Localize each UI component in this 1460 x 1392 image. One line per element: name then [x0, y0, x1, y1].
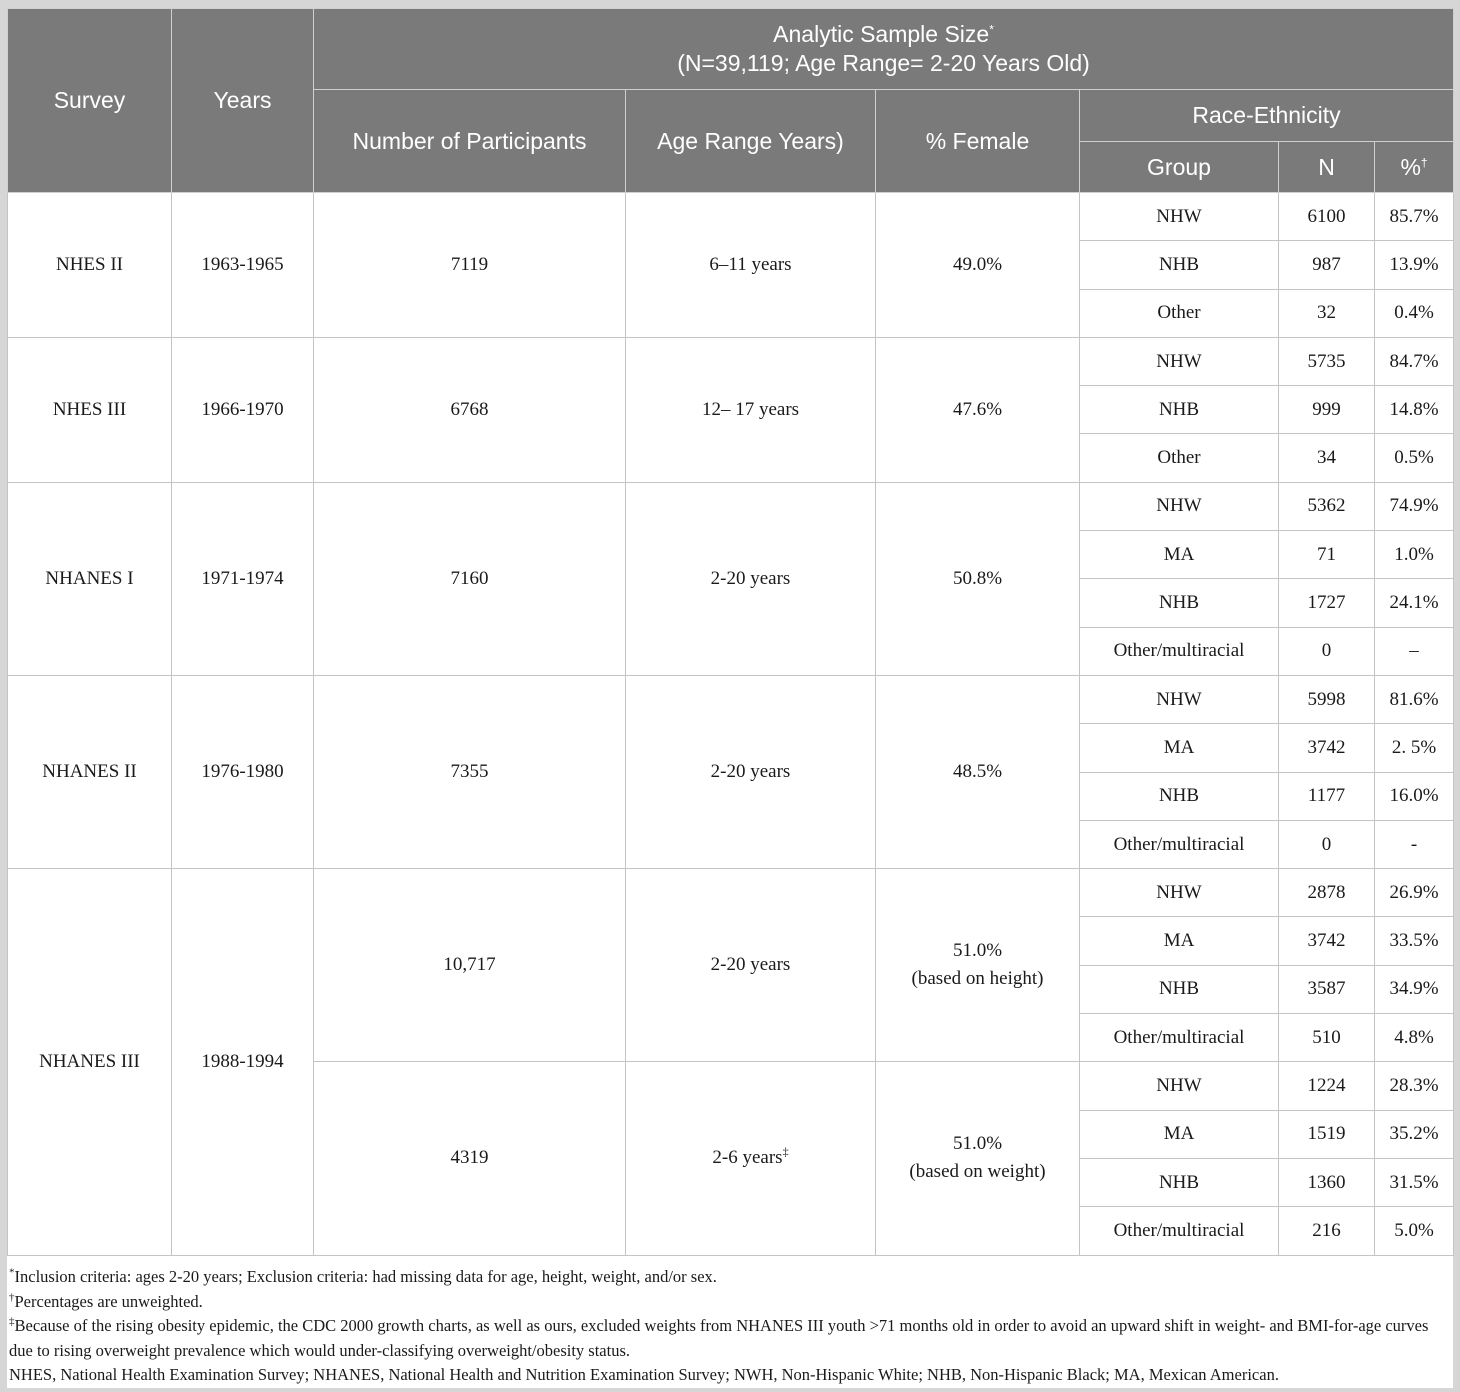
- table-row: [8, 337, 1454, 385]
- race-group: NHW: [1080, 869, 1279, 917]
- race-group: MA: [1080, 724, 1279, 772]
- race-pct: 13.9%: [1375, 241, 1454, 289]
- header-group: Group: [1080, 142, 1279, 193]
- sample-size-table: [7, 8, 1454, 1256]
- race-n: 5362: [1279, 482, 1375, 530]
- analytic-title: Analytic Sample Size: [773, 21, 990, 47]
- footnote-text: Inclusion criteria: ages 2-20 years; Exclusion criteria: had missing data for age, height, weight, and/or sex.: [14, 1267, 717, 1286]
- race-pct: 16.0%: [1375, 772, 1454, 820]
- race-group: MA: [1080, 531, 1279, 579]
- race-pct: 34.9%: [1375, 965, 1454, 1013]
- header-survey: Survey: [8, 9, 172, 193]
- race-pct: 0.4%: [1375, 289, 1454, 337]
- table-footnotes: [9, 1265, 1453, 1388]
- race-pct: 33.5%: [1375, 917, 1454, 965]
- age-range: [626, 869, 876, 1062]
- race-n: 32: [1279, 289, 1375, 337]
- footnote: [9, 1363, 1453, 1388]
- footnote-text: Percentages are unweighted.: [14, 1291, 203, 1311]
- race-n: 1360: [1279, 1158, 1375, 1206]
- race-n: 1177: [1279, 772, 1375, 820]
- race-pct: 5.0%: [1375, 1207, 1454, 1255]
- table-panel: [7, 8, 1453, 1388]
- footnote-text: NHES, National Health Examination Survey; NHANES, National Health and Nutrition Examination Survey; NWH, Non-Hispanic White; NHB, Non-Hispanic Black; MA, Mexican American.: [9, 1365, 1279, 1384]
- race-pct: 31.5%: [1375, 1158, 1454, 1206]
- survey-name: NHANES II: [8, 675, 172, 868]
- analytic-footnote-mark: *: [989, 22, 994, 37]
- race-group: NHW: [1080, 1062, 1279, 1110]
- age-range-text: 2-6 years: [712, 1147, 783, 1169]
- survey-years: 1988-1994: [172, 869, 314, 1255]
- percent-female-value: 51.0%: [952, 1133, 1003, 1155]
- race-n: 1727: [1279, 579, 1375, 627]
- race-group: NHW: [1080, 675, 1279, 723]
- race-n: 34: [1279, 434, 1375, 482]
- footnote: [9, 1265, 1453, 1290]
- header-n: N: [1279, 142, 1375, 193]
- race-n: 3742: [1279, 724, 1375, 772]
- race-group: NHB: [1080, 1158, 1279, 1206]
- survey-name: NHES II: [8, 193, 172, 338]
- footnote-mark: *: [9, 1266, 15, 1279]
- percent-female: [876, 869, 1080, 1062]
- race-pct: 74.9%: [1375, 482, 1454, 530]
- race-pct: 14.8%: [1375, 386, 1454, 434]
- percent-female: [876, 337, 1080, 482]
- race-pct: -: [1375, 820, 1454, 868]
- age-range: [626, 337, 876, 482]
- table-header: [8, 9, 1454, 193]
- participants-count: 7355: [314, 675, 626, 868]
- header-race-ethnicity: Race-Ethnicity: [1080, 90, 1454, 142]
- race-group: NHB: [1080, 386, 1279, 434]
- header-pct: [1375, 142, 1454, 193]
- analytic-subtitle: (N=39,119; Age Range= 2-20 Years Old): [677, 50, 1090, 76]
- participants-count: 7119: [314, 193, 626, 338]
- footnote: [9, 1290, 1453, 1315]
- header-analytic-sample-size: [314, 9, 1454, 90]
- race-n: 0: [1279, 627, 1375, 675]
- percent-female-note: (based on height): [911, 968, 1044, 990]
- age-range-text: 12– 17 years: [701, 398, 800, 420]
- header-age-range: Age Range Years): [626, 90, 876, 193]
- survey-name: NHANES I: [8, 482, 172, 675]
- participants-count: 10,717: [314, 869, 626, 1062]
- race-group: MA: [1080, 917, 1279, 965]
- race-pct: 2. 5%: [1375, 724, 1454, 772]
- race-group: NHW: [1080, 482, 1279, 530]
- table-row: [8, 675, 1454, 723]
- percent-female-value: 49.0%: [952, 253, 1003, 275]
- race-pct: –: [1375, 627, 1454, 675]
- race-pct: 28.3%: [1375, 1062, 1454, 1110]
- table-row: [8, 869, 1454, 917]
- race-group: NHW: [1080, 193, 1279, 241]
- race-pct: 85.7%: [1375, 193, 1454, 241]
- race-n: 6100: [1279, 193, 1375, 241]
- percent-female-note: (based on weight): [909, 1161, 1046, 1183]
- footnote-mark: ‡: [9, 1315, 15, 1328]
- percent-female: [876, 1062, 1080, 1255]
- race-pct: 1.0%: [1375, 531, 1454, 579]
- participants-count: 7160: [314, 482, 626, 675]
- age-footnote-mark: ‡: [782, 1145, 789, 1160]
- age-range: [626, 193, 876, 338]
- percent-female-value: 47.6%: [952, 398, 1003, 420]
- table-row: [8, 193, 1454, 241]
- race-n: 2878: [1279, 869, 1375, 917]
- race-n: 3742: [1279, 917, 1375, 965]
- footnote-mark: †: [9, 1291, 15, 1303]
- age-range-text: 6–11 years: [709, 253, 792, 275]
- race-group: NHW: [1080, 337, 1279, 385]
- race-group: MA: [1080, 1110, 1279, 1158]
- race-group: Other/multiracial: [1080, 1014, 1279, 1062]
- header-participants: Number of Participants: [314, 90, 626, 193]
- table-row: [8, 482, 1454, 530]
- percent-female: [876, 482, 1080, 675]
- age-range: [626, 1062, 876, 1255]
- race-group: Other: [1080, 289, 1279, 337]
- race-group: NHB: [1080, 241, 1279, 289]
- race-pct: 4.8%: [1375, 1014, 1454, 1062]
- age-range-text: 2-20 years: [710, 567, 791, 589]
- race-n: 3587: [1279, 965, 1375, 1013]
- race-n: 510: [1279, 1014, 1375, 1062]
- race-n: 999: [1279, 386, 1375, 434]
- race-n: 0: [1279, 820, 1375, 868]
- participants-count: 6768: [314, 337, 626, 482]
- race-n: 1519: [1279, 1110, 1375, 1158]
- survey-years: 1966-1970: [172, 337, 314, 482]
- race-n: 1224: [1279, 1062, 1375, 1110]
- survey-years: 1963-1965: [172, 193, 314, 338]
- header-female: % Female: [876, 90, 1080, 193]
- race-pct: 24.1%: [1375, 579, 1454, 627]
- survey-years: 1971-1974: [172, 482, 314, 675]
- race-group: Other/multiracial: [1080, 627, 1279, 675]
- race-group: Other: [1080, 434, 1279, 482]
- age-range: [626, 482, 876, 675]
- race-group: Other/multiracial: [1080, 1207, 1279, 1255]
- race-n: 216: [1279, 1207, 1375, 1255]
- age-range-text: 2-20 years: [710, 954, 791, 976]
- age-range-text: 2-20 years: [710, 761, 791, 783]
- race-group: NHB: [1080, 579, 1279, 627]
- percent-female-value: 50.8%: [952, 567, 1003, 589]
- race-pct: 35.2%: [1375, 1110, 1454, 1158]
- percent-female: [876, 675, 1080, 868]
- race-group: NHB: [1080, 965, 1279, 1013]
- percent-female: [876, 193, 1080, 338]
- header-pct-mark: †: [1420, 154, 1428, 169]
- race-pct: 26.9%: [1375, 869, 1454, 917]
- percent-female-value: 48.5%: [952, 761, 1003, 783]
- header-years: Years: [172, 9, 314, 193]
- race-pct: 81.6%: [1375, 675, 1454, 723]
- survey-name: NHANES III: [8, 869, 172, 1255]
- race-pct: 0.5%: [1375, 434, 1454, 482]
- footnote: [9, 1314, 1453, 1363]
- header-pct-label: %: [1400, 153, 1421, 180]
- race-group: Other/multiracial: [1080, 820, 1279, 868]
- race-group: NHB: [1080, 772, 1279, 820]
- footnote-text: Because of the rising obesity epidemic, the CDC 2000 growth charts, as well as ours, excluded weights from NHANES III youth >71 months old in order to avoid an upward shift in weight- and BMI-for-age curves due to rising overweight prevalence which would under-classifying overweight/obesity status.: [9, 1316, 1429, 1360]
- race-n: 5735: [1279, 337, 1375, 385]
- survey-name: NHES III: [8, 337, 172, 482]
- race-pct: 84.7%: [1375, 337, 1454, 385]
- table-body: [8, 193, 1454, 1256]
- race-n: 987: [1279, 241, 1375, 289]
- survey-years: 1976-1980: [172, 675, 314, 868]
- race-n: 5998: [1279, 675, 1375, 723]
- age-range: [626, 675, 876, 868]
- participants-count: 4319: [314, 1062, 626, 1255]
- percent-female-value: 51.0%: [952, 940, 1003, 962]
- race-n: 71: [1279, 531, 1375, 579]
